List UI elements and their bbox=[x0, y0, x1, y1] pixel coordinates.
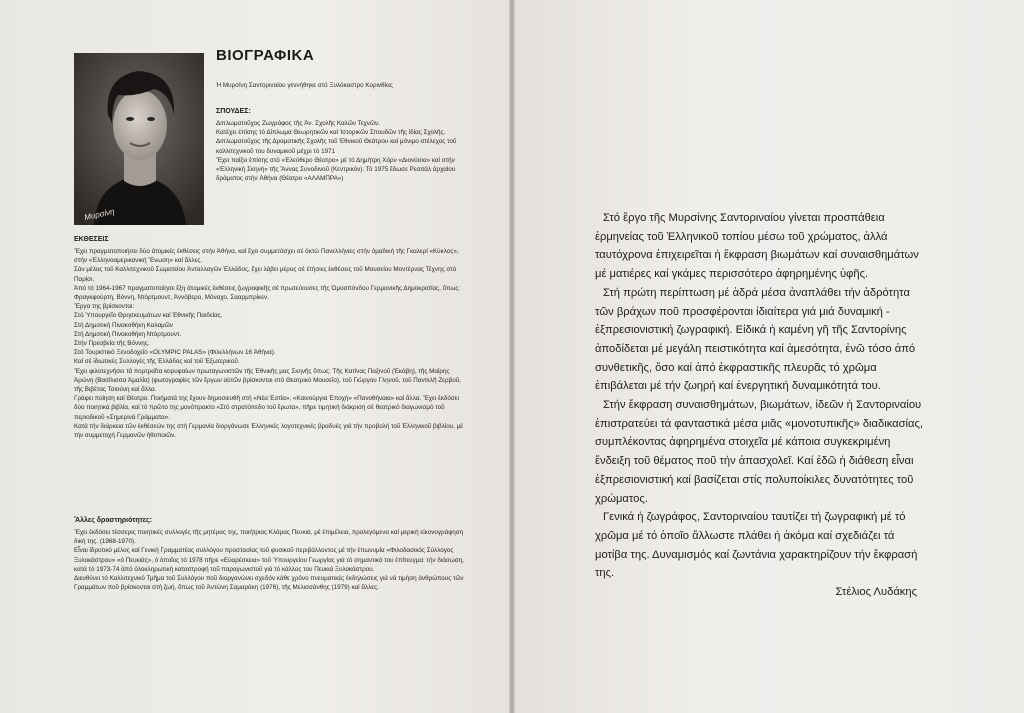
critique-text bbox=[595, 209, 925, 602]
other-activities-text bbox=[74, 528, 466, 592]
critique-paragraph: Στήν ἔκφραση συναισθημάτων, βιωμάτων, ἰδεῶν ἡ Σαντοριναίου ἐπιστρατεύει τά φανταστικά μέσα μιᾶς «μονοτυπικῆς» διαδικασίας, συμπλέκοντας ἀφηρημένα στοιχεῖα μέ κάποια συγκεκριμένη ἔνδειξη τοῦ θέματος ποῦ τήν ἀπασχολεῖ. Καί ἐδῶ ἡ διάθεση εἶναι ἐξπρεσιονιστική καί βασίζεται στίς πολυποίκιλες δυνατότητες τοῦ χρώματος. bbox=[595, 399, 923, 505]
exhibitions-paragraph: Ἀπό τό 1964-1967 πραγματοποίησε ἕξη ἀτομικές ἐκθέσεις ζωγραφικῆς σέ πρωτεύουσες τῆς Ὁμοσπόνδου Γερμανικῆς Δημοκρατίας, ὅπως: Φραγκφούρτη, Βόννη, Ντόρτμουντ, Ἀννόβερο, Μόναχο, Σααρμπρίκεν. bbox=[74, 284, 461, 302]
other-activities-paragraph: Εἶναι ἰδρυτικό μέλος καί Γενική Γραμματέας συλλόγου προστασίας τοῦ φυσικοῦ περιβάλλοντος μέ τήν ἐπωνυμία «Φιλοδασικός Σύλλογος Ξυλοκάστρου» «ὁ Πευκιάς», ὁ ὁποῖος τό 1978 πῆρε «Εὐαρέσκεια» τοῦ Ὑπουργείου Γεωργίας γιά τό σημαντικό του ἐπίτευγμα: τήν διάσωση, κατά τό 1973-74 ἀπό ὁλοκληρωτική καταστροφή τοῦ παραγωνιστοῦ γιά τό κάλλος του Πευκιά Ξυλοκάστρου. bbox=[74, 547, 464, 573]
exhibitions-paragraph: Γράφει ποίηση καί Θέατρο. Ποιήματά της ἔχουν δημοσιευθῆ στή «Νέα Ἑστία», «Καινούργια Ἐποχή» «Πανοθήναια» καί ἄλλα. Ἔχει ἐκδόσει δύο ποιητικά βιβλία, καί τό πρῶτο της μονόπρακτο «Στό στρατόπεδο τοῦ ἔρωτα», πῆρε τιμητική διάκριση σέ θεατρικό διαγωνισμό τοῦ περιοδικοῦ «Σημερινά Γράμματα». bbox=[74, 395, 459, 421]
exhibitions-paragraph: Στό Τουριστικό Ξενοδοχεῖο «OLYMPIC PALAS» (Φιλελλήνων 16 Ἀθήνα). bbox=[74, 349, 276, 357]
exhibitions-text bbox=[74, 247, 466, 440]
other-activities-paragraph: Ἔχει ἐκδόσει τέσσερις ποιητικές συλλογές τῆς μητέρας της, ποιήτριας Κλάρας Πευκιά, μέ ἐπιμέλεια, προλεγόμενα καί μερική εἰκονογράφηση δική της. (1968-1970). bbox=[74, 529, 464, 546]
exhibitions-paragraph: Ἔχει πραγματοποιήσει δύο ἀτομικές ἐκθέσεις στήν Ἀθήνα, καί ἔχει συμμετάσχει σέ ὀκτώ Πανελλήνιες στήν ὁμαδική τῆς Γκαλερί «Κύκλος», στήν «Ἑλληνοαμερικανική Ἕνωση» καί ἄλλες. bbox=[74, 248, 459, 265]
exhibitions-paragraph: Σάν μέλος τοῦ Καλλιτεχνικοῦ Σωματείου Ἀνταλλαγῶν Ἑλλάδος, ἔχει λάβει μέρος σέ ἐτήσιες ἐκθέσεις τοῦ Μουσείου Μοντέρνας Τέχνης στό Παρίσι. bbox=[74, 266, 457, 283]
studies-line: Κατέχει ἐπίσης τό Δίπλωμα Θεωρητικῶν καί Ἱστορικῶν Σπουδῶν τῆς ἰδίας Σχολῆς. bbox=[216, 129, 446, 137]
portrait-illustration bbox=[74, 53, 204, 225]
studies-text bbox=[216, 119, 466, 183]
exhibitions-paragraph: Στή Δημοτική Πινακοθήκη Καλαμῶν bbox=[74, 321, 173, 329]
exhibitions-paragraph: Καί σέ ἰδιωτικές Συλλογές τῆς Ἑλλάδος καί τοῦ Ἐξωτερικοῦ. bbox=[74, 358, 240, 366]
exhibitions-paragraph: Στήν Πρεσβεία τῆς Βόννης. bbox=[74, 340, 150, 348]
signature-mark: Μυρσίνη bbox=[83, 206, 116, 223]
studies-line: Διπλωματοῦχος Ζωγράφος τῆς Ἀν. Σχολῆς Καλῶν Τεχνῶν. bbox=[216, 120, 380, 127]
studies-line: Ἔχει παίξει ἐπίσης στό «Ἐλεύθερο Θέατρο» μέ τό Δημήτρη Χόρν «Διονύσια» καί στήν «Ἑλληνική Σκηνή» τῆς Ἄννας Συνοδινοῦ (Κεντρικόν). Τό 1975 ἔδωσε Ρεσιτάλ ἀρχαίου δράματος στήν Ἀθήνα (Θέατρο «ΑΛΑΜΠΡΑ») bbox=[216, 156, 456, 183]
exhibitions-paragraph: Ἔχει φιλοτεχνήσει τά πορτραῖτα κορυφαίων πρωταγωνιστῶν τῆς Ἐθνικῆς μας Σκηνῆς ὅπως: Τῆς Κατίνας Παξινοῦ (Ἐκάβη), τῆς Μαίρης Ἀρώνη (Βασίλισσα Ἀμαλία) (φωτογραφίες τῶν ἔργων αὐτῶν βρίσκονται στό Θεατρικό Μουσεῖο), τοῦ Γιώργου Γληνοῦ, τοῦ Παντελῆ Ζερβοῦ, τῆς Βιβέτας Τσιούνη καί ἄλλα. bbox=[74, 367, 461, 394]
portrait-photo bbox=[74, 53, 204, 225]
studies-heading: ΣΠΟΥΔΕΣ: bbox=[216, 108, 251, 115]
exhibitions-paragraph: Στή Δημοτική Πινακοθήκη Ντόρτμουντ. bbox=[74, 330, 182, 338]
other-activities-paragraph: Διευθύνει τό Καλλιτεχνικό Τμῆμα τοῦ Συλλόγου ποῦ διοργανώνει σχεδόν κάθε χρόνο πνευματικές ἐκδηλώσεις γιά νά τιμήση ἀνθρώπους τῶν Γραμμάτων ποῦ βρίσκονται στή ζωή, ὅπως τοῦ Ἀντώνη Σαμαράκη (1976), τῆς Μελισσάνθης (1979) καί ἄλλες. bbox=[74, 575, 464, 592]
critique-paragraph: Στό ἔργο τῆς Μυρσίνης Σαντοριναίου γίνεται προσπάθεια ἑρμηνείας τοῦ Ἑλληνικοῦ τοπίου μέσω τοῦ χρώματος, ἀλλά ταυτόχρονα ἐπιχειρεῖται ἡ ἔκφραση βιωμάτων καί συναισθημάτων μέ ματιέρες καί γκάμες περισσότερο ἀφηρημένης ὑφῆς. bbox=[595, 212, 919, 281]
studies-line: Διπλωματοῦχος τῆς Δραματικῆς Σχολῆς τοῦ Ἐθνικοῦ Θεάτρου καί μόνιμο στέλεχος τοῦ καλλιτεχνικοῦ του δυναμικοῦ μέχρι τό 1971 bbox=[216, 138, 457, 155]
book-gutter bbox=[509, 0, 515, 713]
intro-paragraph: Ἡ Μυρσίνη Σαντοριναίου γεννήθηκε στό Ξυλόκαστρο Κορινθίας bbox=[216, 82, 393, 89]
exhibitions-paragraph: Ἔργα της βρίσκονται: bbox=[74, 303, 135, 311]
critique-paragraph: Γενικά ἡ ζωγράφος, Σαντοριναίου ταυτίζει τή ζωγραφική μέ τό χρῶμα μέ τό ὁποῖο ἄλλωστε πλάθει ἡ ἀκόμα καί σχεδιάζει τά μοτίβα της. Δυναμισμός καί ζωντάνια χαρακτηρίζουν τήν ἔκφρασή της. bbox=[595, 511, 918, 580]
exhibitions-paragraph: Στό Ὑπουργεῖο Θρησκευμάτων καί Ἐθνικῆς Παιδείας. bbox=[74, 312, 223, 320]
exhibitions-heading: ΕΚΘΕΣΕΙΣ bbox=[74, 236, 109, 243]
page-title: ΒΙΟΓΡΑΦΙΚΑ bbox=[216, 47, 315, 64]
intro-text bbox=[216, 81, 466, 90]
author-name: Στέλιος Λυδάκης bbox=[835, 586, 917, 599]
other-activities-heading: Ἄλλες δραστηριότητες: bbox=[74, 517, 153, 524]
critique-paragraph: Στή πρώτη περίπτωση μέ ἁδρά μέσα ἀναπλάθει τήν ἁδρότητα τῶν βράχων ποῦ προσφέρονται ἰδιαίτερα γιά μιά δυναμική - ἐξπρεσιονιστική ζωγραφική. Εἰδικά ἡ καμένη γῆ τῆς Σαντορίνης ἀποδίδεται μέ μεγάλη πειστικότητα καί ἀμεσότητα, ἐνῶ τόσο ἀπό συνθετικῆς, ὅσο καί ἀπό ἐκφραστικῆς πλευρᾶς τό χρῶμα ἐπιβάλεται μέ τήν ζωηρή καί ἐνεργητική δυναμικότητά του. bbox=[595, 286, 916, 393]
exhibitions-paragraph: Κατά τήν διάρκεια τῶν ἐκθέσεών της στή Γερμανία διοργάνωσε Ἑλληνικές λογοτεχνικές βραδυές γιά τήν προβολή τοῦ Ἑλληνικοῦ βιβλίου, μέ τήν συμμετοχή Γερμανῶν ἠθοποιῶν. bbox=[74, 422, 464, 440]
